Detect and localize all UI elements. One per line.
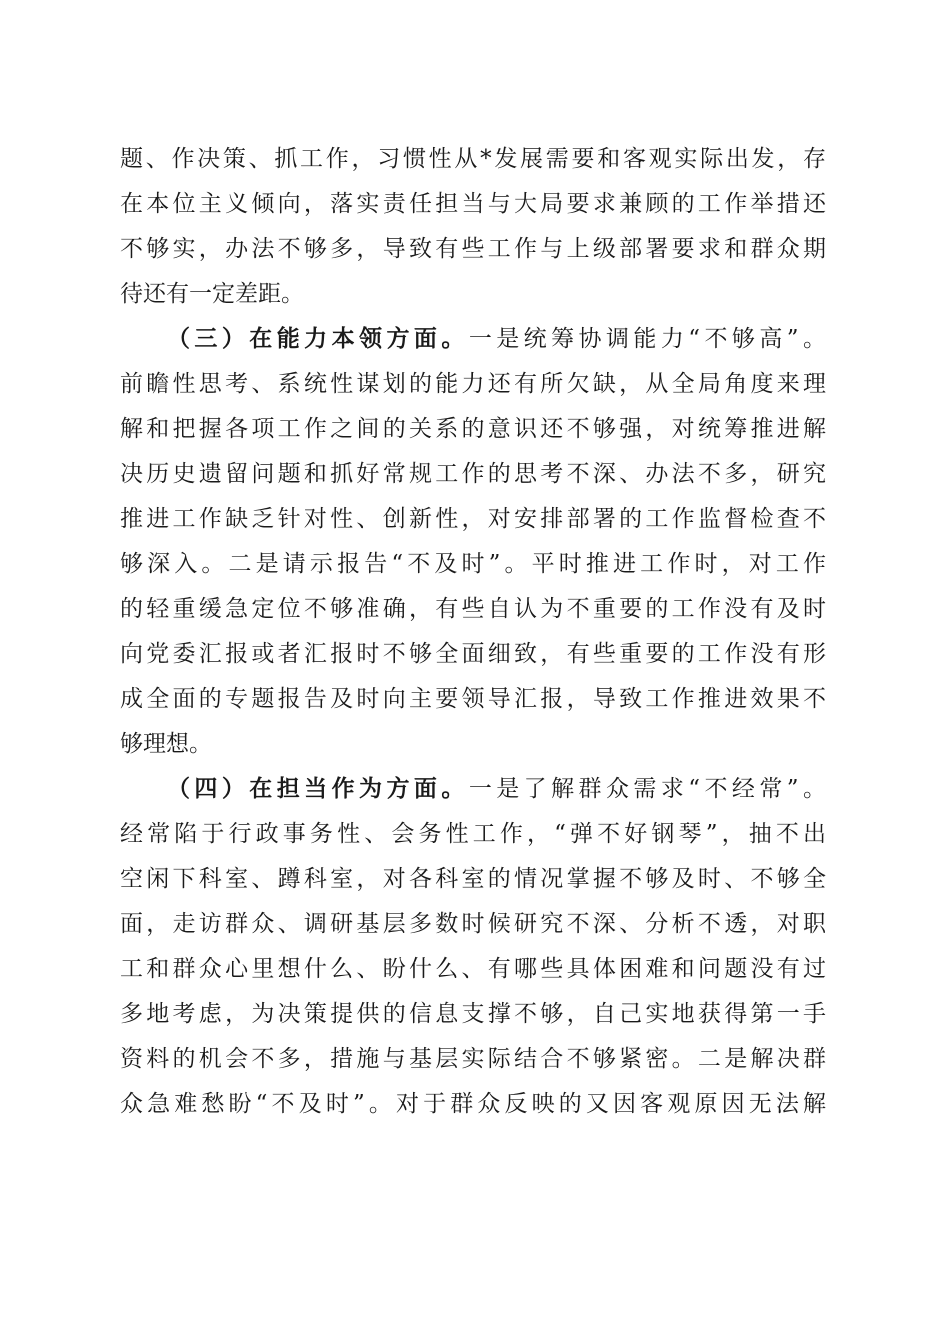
text-line: 众急难愁盼“不及时”。对于群众反映的又因客观原因无法解 bbox=[120, 1091, 826, 1117]
text-line: 成全面的专题报告及时向主要领导汇报，导致工作推进效果不 bbox=[120, 686, 826, 712]
text-line: 资料的机会不多，措施与基层实际结合不够紧密。二是解决群 bbox=[120, 1046, 826, 1072]
section-heading: （三）在能力本领方面。 bbox=[167, 326, 469, 352]
text-line: 推进工作缺乏针对性、创新性，对安排部署的工作监督检查不 bbox=[120, 506, 826, 532]
text-span: 一是统筹协调能力“不够高”。 bbox=[468, 326, 826, 352]
text-line: 的轻重缓急定位不够准确，有些自认为不重要的工作没有及时 bbox=[120, 596, 826, 622]
section-heading: （四）在担当作为方面。 bbox=[167, 776, 469, 802]
paragraph-1 bbox=[120, 137, 826, 317]
document-page bbox=[120, 137, 826, 1127]
text-line: 向党委汇报或者汇报时不够全面细致，有些重要的工作没有形 bbox=[120, 641, 826, 667]
text-line: 前瞻性思考、系统性谋划的能力还有所欠缺，从全局角度来理 bbox=[120, 371, 826, 397]
paragraph-first-line bbox=[120, 767, 826, 812]
text-line: 空闲下科室、蹲科室，对各科室的情况掌握不够及时、不够全 bbox=[120, 866, 826, 892]
paragraph-2 bbox=[120, 317, 826, 767]
text-span: 一是了解群众需求“不经常”。 bbox=[468, 776, 826, 802]
text-line: 题、作决策、抓工作，习惯性从*发展需要和客观实际出发，存 bbox=[120, 146, 826, 172]
text-line: 解和把握各项工作之间的关系的意识还不够强，对统筹推进解 bbox=[120, 416, 826, 442]
text-line: 在本位主义倾向，落实责任担当与大局要求兼顾的工作举措还 bbox=[120, 191, 826, 217]
text-line: 够深入。二是请示报告“不及时”。平时推进工作时，对工作 bbox=[120, 551, 826, 577]
text-line: 够理想。 bbox=[120, 731, 212, 757]
text-line: 待还有一定差距。 bbox=[120, 281, 304, 307]
text-line: 不够实，办法不够多，导致有些工作与上级部署要求和群众期 bbox=[120, 236, 826, 262]
paragraph-first-line bbox=[120, 317, 826, 362]
text-line: 工和群众心里想什么、盼什么、有哪些具体困难和问题没有过 bbox=[120, 956, 826, 982]
paragraph-3 bbox=[120, 767, 826, 1127]
text-line: 面，走访群众、调研基层多数时候研究不深、分析不透，对职 bbox=[120, 911, 826, 937]
text-line: 决历史遗留问题和抓好常规工作的思考不深、办法不多，研究 bbox=[120, 461, 826, 487]
text-line: 经常陷于行政事务性、会务性工作，“弹不好钢琴”，抽不出 bbox=[120, 821, 826, 847]
text-line: 多地考虑，为决策提供的信息支撑不够，自己实地获得第一手 bbox=[120, 1001, 826, 1027]
